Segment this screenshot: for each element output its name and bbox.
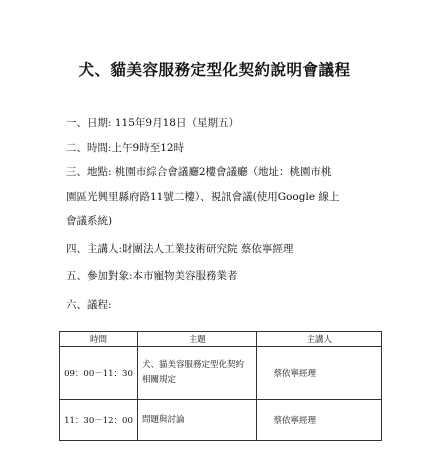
info-location-cont-1: 園區光興里縣府路11號二樓）、視訊會議(使用Google 線上: [66, 190, 340, 203]
info-speaker: 四、主講人:財團法人工業技術研究院 蔡依寧經理: [66, 242, 294, 255]
row-speaker-cell: [257, 400, 382, 441]
row-speaker: 蔡依寧經理: [273, 369, 316, 379]
agenda-table: [59, 331, 382, 441]
row-time: 11：30－12：00: [60, 400, 138, 441]
table-row: [60, 400, 382, 441]
agenda-info-list: [66, 111, 386, 317]
info-time: 二、時間:上午9時至12時: [66, 141, 185, 154]
info-audience: 五、參加對象:本市寵物美容服務業者: [66, 270, 238, 282]
info-agenda-heading: 六、議程:: [66, 298, 112, 311]
row-speaker-cell: [257, 347, 382, 400]
row-topic-line: 犬、貓美容服務定型化契約: [141, 360, 244, 370]
row-topic: [137, 400, 257, 441]
header-time: 時間: [60, 332, 138, 347]
table-header-row: [60, 332, 382, 347]
row-time: 09：00－11：30: [60, 347, 138, 400]
info-date: 一、日期: 115年9月18日（星期五）: [66, 117, 239, 129]
row-speaker: 蔡依寧經理: [273, 416, 316, 426]
document-title: 犬、貓美容服務定型化契約說明會議程: [78, 60, 351, 79]
info-location: 三、地點: 桃園市綜合會議廳2樓會議廳（地址：桃園市桃: [66, 166, 332, 178]
row-topic-line: 相關規定: [141, 375, 176, 385]
header-topic: 主題: [137, 332, 257, 347]
row-topic-line: 問題與討論: [141, 414, 185, 425]
row-topic: [137, 347, 257, 400]
info-location-cont-2: 會議系統): [66, 215, 113, 227]
table-row: [60, 347, 382, 400]
header-speaker: 主講人: [257, 332, 382, 347]
